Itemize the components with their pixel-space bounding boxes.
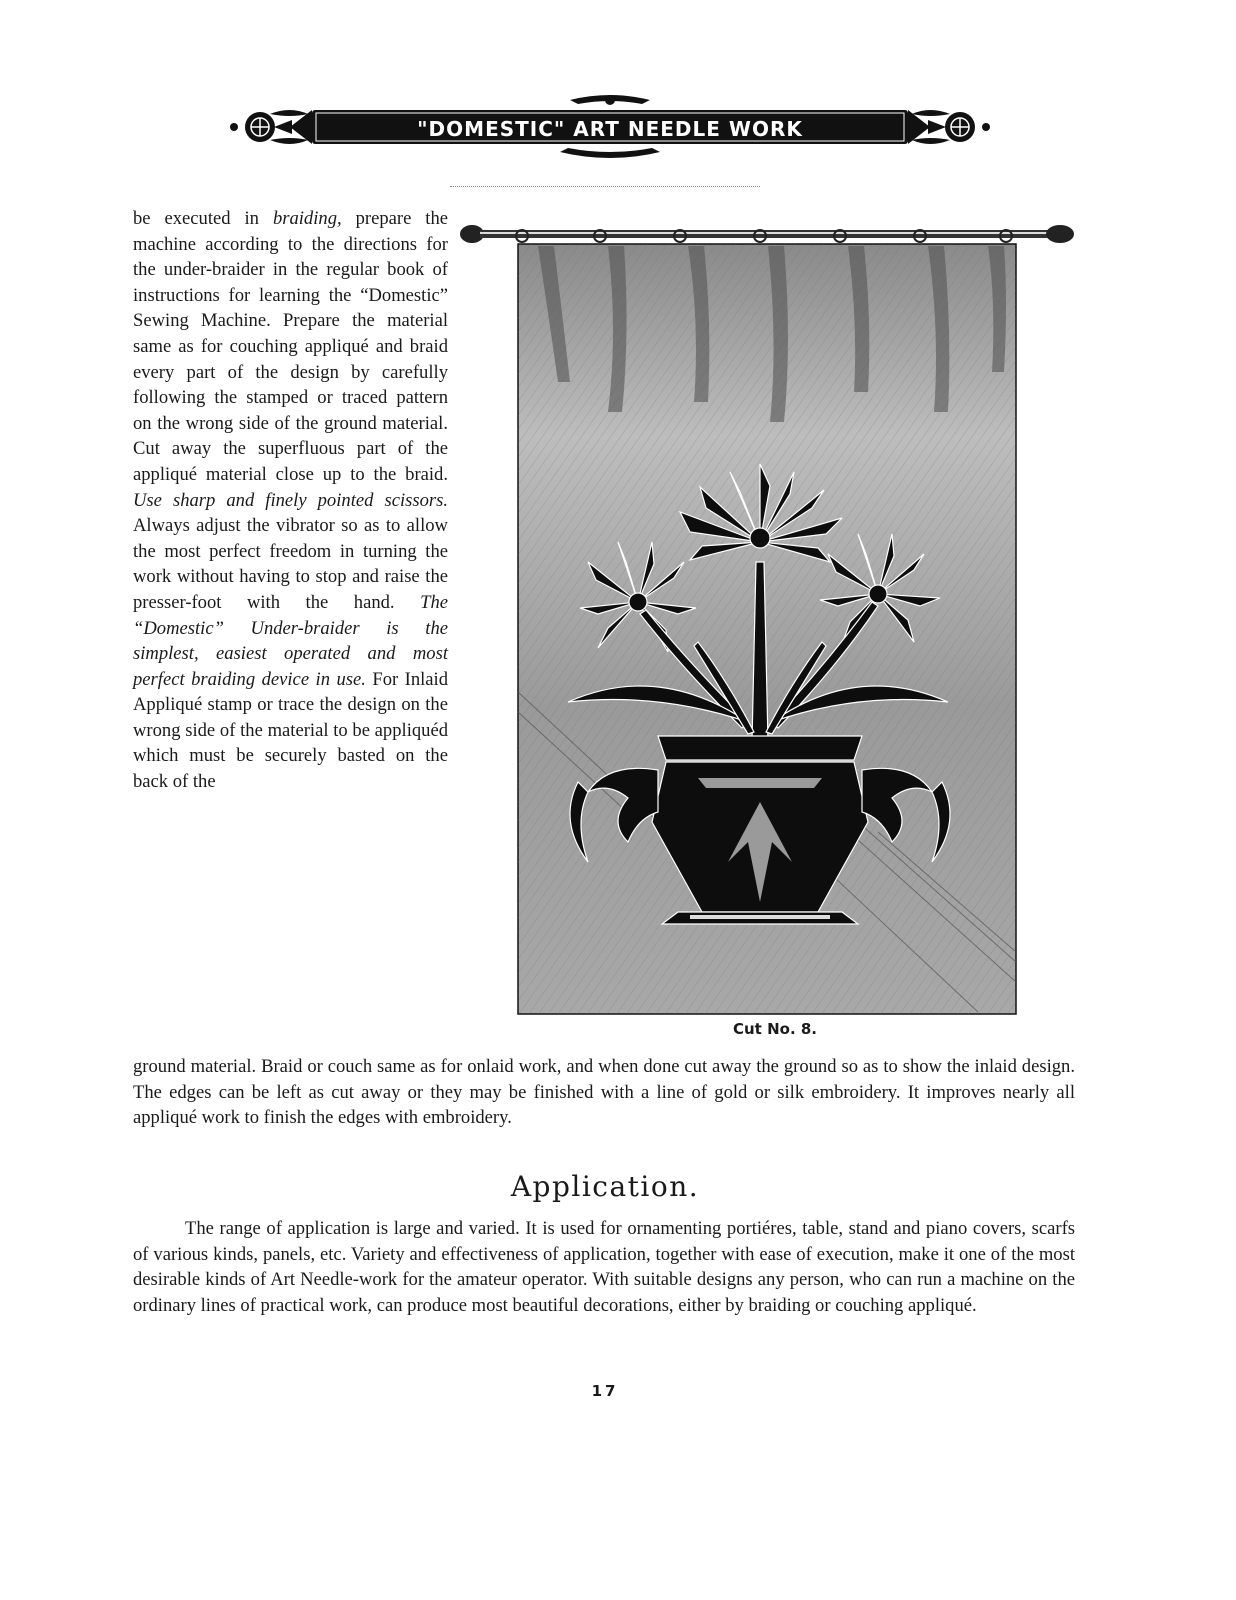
text-run: Always adjust the vibrator so as to allow the most perfect freedom in turning the work without having to stop and raise the presser-foot with the hand. — [133, 515, 448, 613]
page-header-title: "DOMESTIC" ART NEEDLE WORK — [417, 117, 803, 141]
italic-run: Use sharp and finely pointed scissors. — [133, 489, 448, 511]
text-run: prepare the machine according to the directions for the under-braider in the regular book of instructions for learning the “Domestic” Sewing Machine. Prepare the material same as for couching appliqué and braid every part of the design by carefully following the stamped or traced pattern on the wrong side of the ground material. Cut away the superfluous part of the appliqué material close up to the braid. — [133, 208, 448, 485]
left-text-column — [133, 206, 448, 795]
text-run: be executed in — [133, 208, 273, 229]
divider — [450, 186, 760, 187]
curtain-rod — [460, 225, 1074, 243]
italic-run: braiding, — [272, 208, 342, 229]
figure-cut-8 — [458, 222, 1078, 1052]
paragraph-application: The range of application is large and varied. It is used for ornamenting portiéres, table, stand and piano covers, scarfs of various kinds, panels, etc. Variety and effectiveness of application, together with ease of execution, make it one of the most desirable kinds of Art Needle-work for the amateur operator. With suitable designs any person, who can run a machine on the ordinary lines of practical work, can produce most beautiful decorations, either by braiding or couching appliqué. — [133, 1218, 1075, 1316]
paragraph-inlaid-continuation: ground material. Braid or couch same as for onlaid work, and when done cut away the ground so as to show the inlaid design. The edges can be left as cut away or they may be finished with a line of gold or silk embroidery. It improves nearly all appliqué work to finish the edges with embroidery. — [133, 1056, 1075, 1129]
figure-caption: Cut No. 8. — [733, 1020, 817, 1038]
text-run: For Inlaid Appliqué stamp or trace the design on the wrong side of the material to be appliquéd which must be securely basted on the back of the — [133, 668, 449, 793]
page-number: 17 — [591, 1382, 619, 1400]
section-heading-application: Application. — [510, 1170, 700, 1203]
curtain-illustration — [458, 222, 1078, 1022]
italic-run: The “Domestic” Under-braider is the simplest, easiest operated and most perfect braiding device in use. — [133, 591, 448, 690]
paragraph-braiding-instructions — [133, 206, 448, 795]
